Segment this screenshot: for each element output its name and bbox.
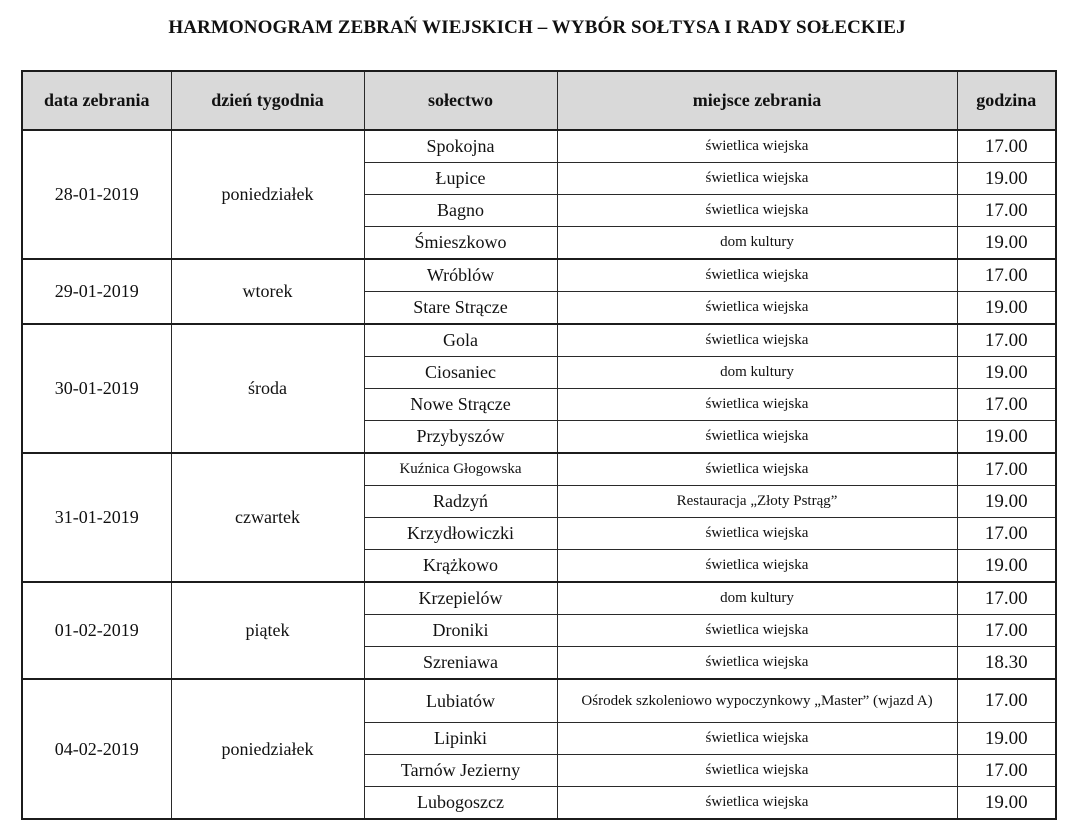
header-village: sołectwo — [364, 71, 557, 130]
village: Kuźnica Głogowska — [364, 453, 557, 486]
village: Przybyszów — [364, 421, 557, 454]
meeting-place: świetlica wiejska — [557, 615, 957, 647]
meeting-date: 28-01-2019 — [22, 130, 171, 259]
meeting-place: świetlica wiejska — [557, 421, 957, 454]
meeting-time: 17.00 — [957, 324, 1056, 357]
table-row — [22, 259, 1056, 292]
meeting-time: 19.00 — [957, 292, 1056, 325]
meeting-time: 17.00 — [957, 453, 1056, 486]
meeting-time: 17.00 — [957, 615, 1056, 647]
meeting-time: 19.00 — [957, 723, 1056, 755]
meeting-place: świetlica wiejska — [557, 195, 957, 227]
meeting-place: świetlica wiejska — [557, 647, 957, 680]
meeting-date: 30-01-2019 — [22, 324, 171, 453]
meeting-time: 17.00 — [957, 518, 1056, 550]
meeting-place: dom kultury — [557, 227, 957, 260]
meeting-time: 19.00 — [957, 486, 1056, 518]
meeting-time: 18.30 — [957, 647, 1056, 680]
table-row — [22, 679, 1056, 723]
meeting-place: świetlica wiejska — [557, 259, 957, 292]
meeting-place: Ośrodek szkoleniowo wypoczynkowy „Master” (wjazd A) — [557, 679, 957, 723]
meeting-place: świetlica wiejska — [557, 163, 957, 195]
table-row — [22, 453, 1056, 486]
meeting-time: 17.00 — [957, 130, 1056, 163]
meeting-place: świetlica wiejska — [557, 389, 957, 421]
meeting-time: 19.00 — [957, 550, 1056, 583]
header-date: data zebrania — [22, 71, 171, 130]
weekday: poniedziałek — [171, 130, 364, 259]
meeting-place: świetlica wiejska — [557, 550, 957, 583]
meeting-place: Restauracja „Złoty Pstrąg” — [557, 486, 957, 518]
village: Gola — [364, 324, 557, 357]
meeting-time: 17.00 — [957, 679, 1056, 723]
meeting-time: 17.00 — [957, 582, 1056, 615]
meeting-date: 01-02-2019 — [22, 582, 171, 679]
meeting-place: świetlica wiejska — [557, 518, 957, 550]
village: Szreniawa — [364, 647, 557, 680]
meeting-place: świetlica wiejska — [557, 755, 957, 787]
meeting-place: świetlica wiejska — [557, 453, 957, 486]
village: Nowe Strącze — [364, 389, 557, 421]
schedule-table — [21, 70, 1057, 820]
meeting-place: świetlica wiejska — [557, 787, 957, 820]
village: Stare Strącze — [364, 292, 557, 325]
village: Śmieszkowo — [364, 227, 557, 260]
meeting-time: 19.00 — [957, 787, 1056, 820]
village: Krzepielów — [364, 582, 557, 615]
table-row — [22, 130, 1056, 163]
meeting-place: świetlica wiejska — [557, 723, 957, 755]
meeting-place: świetlica wiejska — [557, 292, 957, 325]
village: Droniki — [364, 615, 557, 647]
meeting-time: 19.00 — [957, 227, 1056, 260]
header-row — [22, 71, 1056, 130]
weekday: poniedziałek — [171, 679, 364, 819]
table-row — [22, 582, 1056, 615]
header-place: miejsce zebrania — [557, 71, 957, 130]
village: Krzydłowiczki — [364, 518, 557, 550]
village: Ciosaniec — [364, 357, 557, 389]
village: Bagno — [364, 195, 557, 227]
meeting-date: 04-02-2019 — [22, 679, 171, 819]
village: Spokojna — [364, 130, 557, 163]
meeting-time: 19.00 — [957, 421, 1056, 454]
table-row — [22, 324, 1056, 357]
village: Lubiatów — [364, 679, 557, 723]
meeting-time: 17.00 — [957, 259, 1056, 292]
meeting-place: świetlica wiejska — [557, 130, 957, 163]
weekday: wtorek — [171, 259, 364, 324]
header-time: godzina — [957, 71, 1056, 130]
header-day: dzień tygodnia — [171, 71, 364, 130]
village: Lipinki — [364, 723, 557, 755]
weekday: środa — [171, 324, 364, 453]
meeting-time: 19.00 — [957, 357, 1056, 389]
meeting-place: dom kultury — [557, 357, 957, 389]
meeting-time: 17.00 — [957, 389, 1056, 421]
village: Radzyń — [364, 486, 557, 518]
weekday: czwartek — [171, 453, 364, 582]
meeting-date: 29-01-2019 — [22, 259, 171, 324]
village: Krążkowo — [364, 550, 557, 583]
meeting-time: 17.00 — [957, 755, 1056, 787]
meeting-date: 31-01-2019 — [22, 453, 171, 582]
village: Łupice — [364, 163, 557, 195]
meeting-time: 19.00 — [957, 163, 1056, 195]
village: Wróblów — [364, 259, 557, 292]
meeting-place: dom kultury — [557, 582, 957, 615]
meeting-place: świetlica wiejska — [557, 324, 957, 357]
village: Lubogoszcz — [364, 787, 557, 820]
meeting-time: 17.00 — [957, 195, 1056, 227]
weekday: piątek — [171, 582, 364, 679]
page-title: HARMONOGRAM ZEBRAŃ WIEJSKICH – WYBÓR SOŁTYSA I RADY SOŁECKIEJ — [168, 17, 906, 38]
village: Tarnów Jezierny — [364, 755, 557, 787]
